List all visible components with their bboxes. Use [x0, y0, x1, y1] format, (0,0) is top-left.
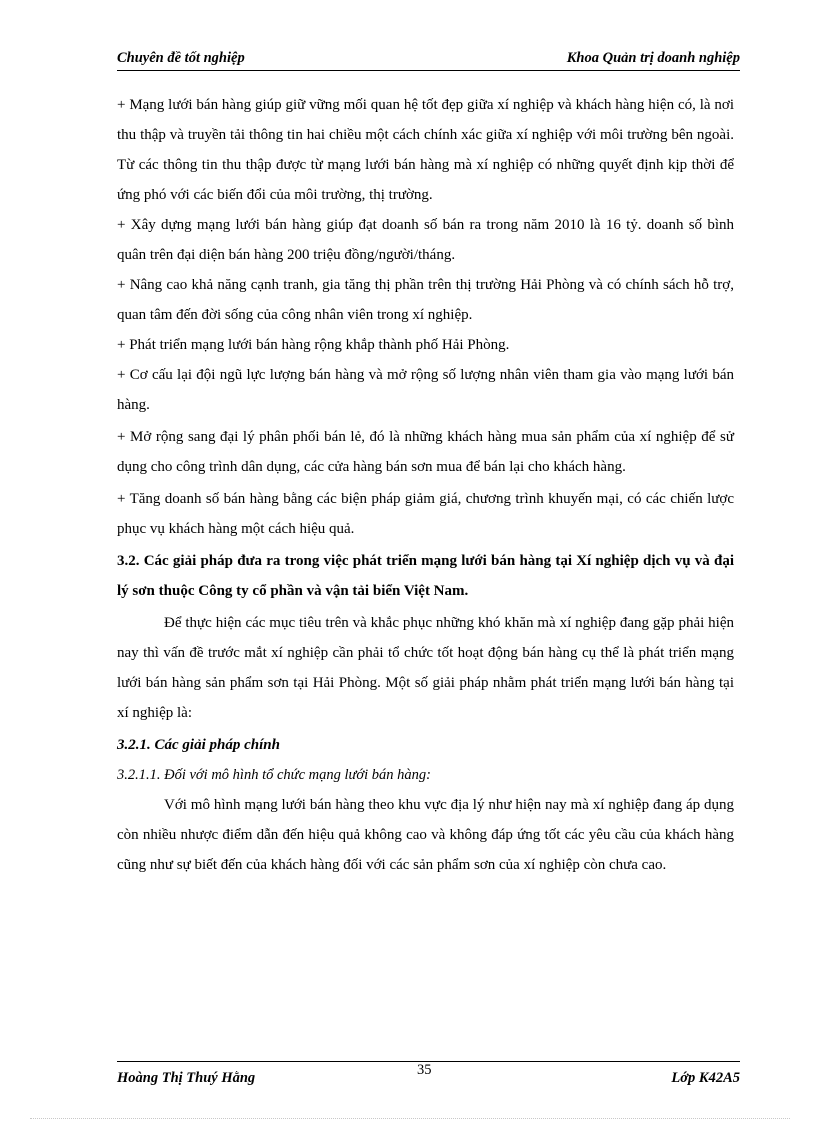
paragraph-intro: Để thực hiện các mục tiêu trên và khắc phục những khó khăn mà xí nghiệp đang gặp phải hiện nay thì vấn đề trước mắt xí nghiệp cần phải tổ chức tốt hoạt động bán hàng cụ thể là phát triển mạng lưới bán hàng sản phẩm sơn tại Hải Phòng. Một số giải pháp nhằm phát triển mạng lưới bán hàng tại xí nghiệp là:	[117, 615, 734, 721]
paragraph-benefit-coverage: + Phát triển mạng lưới bán hàng rộng khắp thành phố Hải Phòng.	[117, 337, 510, 353]
paragraph-benefit-relationship: + Mạng lưới bán hàng giúp giữ vững mối quan hệ tốt đẹp giữa xí nghiệp và khách hàng hiện có, là nơi thu thập và truyền tải thông tin hai chiều một cách chính xác giữa xí nghiệp với môi trường bên ngoài. Từ các thông tin thu thập được từ mạng lưới bán hàng mà xí nghiệp có những quyết định kịp thời để ứng phó với các biến đổi của môi trường, thị trường.	[117, 97, 734, 203]
section-heading-3-2: 3.2. Các giải pháp đưa ra trong việc phát triển mạng lưới bán hàng tại Xí nghiệp dịch vụ và đại lý sơn thuộc Công ty cổ phần và vận tải biển Việt Nam.	[117, 553, 734, 599]
paragraph-benefit-workforce: + Cơ cấu lại đội ngũ lực lượng bán hàng và mở rộng số lượng nhân viên tham gia vào mạng lưới bán hàng.	[117, 367, 734, 413]
section-heading-3-2-1-1: 3.2.1.1. Đối với mô hình tổ chức mạng lưới bán hàng:	[117, 767, 432, 783]
paragraph-benefit-retail: + Mở rộng sang đại lý phân phối bán lẻ, đó là những khách hàng mua sản phẩm của xí nghiệp để sử dụng cho công trình dân dụng, các cửa hàng bán sơn mua để bán lại cho khách hàng.	[117, 429, 734, 475]
header-right-title: Khoa Quản trị doanh nghiệp	[566, 50, 740, 66]
paragraph-benefit-revenue: + Xây dựng mạng lưới bán hàng giúp đạt doanh số bán ra trong năm 2010 là 16 tỷ. doanh số bình quân trên đại diện bán hàng 200 triệu đồng/người/tháng.	[117, 217, 734, 263]
page-edge-divider	[30, 1118, 790, 1119]
footer-page-number: 35	[417, 1062, 432, 1078]
paragraph-benefit-sales: + Tăng doanh số bán hàng bằng các biện pháp giảm giá, chương trình khuyến mại, có các chiến lược phục vụ khách hàng một cách hiệu quả.	[117, 491, 734, 537]
footer-class: Lớp K42A5	[671, 1070, 740, 1086]
document-body	[117, 90, 734, 880]
paragraph-benefit-competitiveness: + Nâng cao khả năng cạnh tranh, gia tăng thị phần trên thị trường Hải Phòng và có chính sách hỗ trợ, quan tâm đến đời sống của công nhân viên trong xí nghiệp.	[117, 277, 734, 323]
section-heading-3-2-1: 3.2.1. Các giải pháp chính	[117, 737, 280, 753]
header-left-title: Chuyên đề tốt nghiệp	[117, 50, 245, 66]
page-footer	[117, 1062, 740, 1090]
footer-author: Hoàng Thị Thuý Hằng	[117, 1070, 256, 1086]
paragraph-model: Với mô hình mạng lưới bán hàng theo khu vực địa lý như hiện nay mà xí nghiệp đang áp dụng còn nhiều nhược điểm dẫn đến hiệu quả không cao và không đáp ứng tốt các yêu cầu của khách hàng cũng như sự biết đến của khách hàng đối với các sản phẩm sơn của xí nghiệp còn chưa cao.	[117, 797, 734, 873]
page-header	[117, 50, 740, 71]
